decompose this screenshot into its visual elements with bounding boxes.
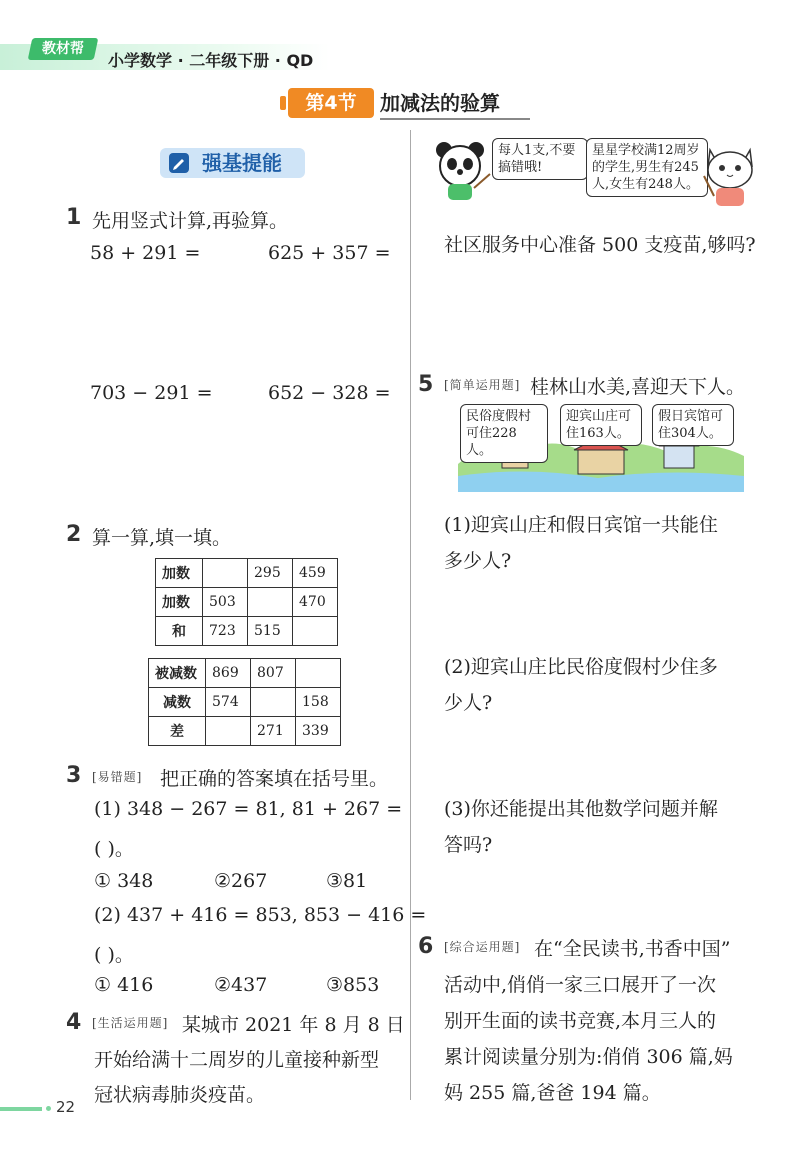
section-title: 加减法的验算 (380, 88, 530, 120)
page-number: 22 (56, 1098, 76, 1116)
question-number: 5 (418, 372, 434, 397)
question-text: 妈 255 篇,爸爸 194 篇。 (444, 1082, 661, 1104)
question-text: 桂林山水美,喜迎天下人。 (530, 376, 746, 398)
question-number: 3 (66, 763, 82, 788)
question-tag: [生活运用题] (92, 1016, 169, 1030)
question-text: 在“全民读书,书香中国” (534, 938, 731, 960)
sub-question: (2)迎宾山庄比民俗度假村少住多 (444, 656, 718, 678)
table-cell (251, 688, 296, 717)
option: ① 416 (94, 974, 154, 996)
table-cell: 减数 (149, 688, 206, 717)
question-tag: [易错题] (92, 770, 143, 784)
table-cell: 差 (149, 717, 206, 746)
sub-question: 少人? (444, 692, 493, 714)
cat-icon (700, 140, 762, 208)
book-tag: 教材帮 (28, 38, 99, 60)
book-title: 小学数学 · 二年级下册 · QD (108, 51, 314, 70)
option: ②437 (214, 974, 268, 996)
question-text: 开始给满十二周岁的儿童接种新型 (94, 1049, 380, 1071)
option: ① 348 (94, 870, 154, 892)
sub-question: 答吗? (444, 834, 493, 856)
option: ③81 (326, 870, 368, 892)
speech-bubble: 假日宾馆可住304人。 (652, 404, 734, 446)
question-number: 6 (418, 934, 434, 959)
question-text: 算一算,填一填。 (92, 527, 232, 549)
table-cell: 723 (203, 617, 248, 646)
speech-bubble: 星星学校满12周岁的学生,男生有245人,女生有248人。 (586, 138, 708, 197)
table-cell: 459 (293, 559, 338, 588)
addition-table (155, 558, 338, 646)
calc-item: 652 − 328 = (268, 382, 391, 404)
table-cell: 503 (203, 588, 248, 617)
option: ②267 (214, 870, 268, 892)
table-cell: 被减数 (149, 659, 206, 688)
question-text: 累计阅读量分别为:俏俏 306 篇,妈 (444, 1046, 733, 1068)
table-cell (296, 659, 341, 688)
question-tag: [综合运用题] (444, 940, 521, 954)
table-cell: 869 (206, 659, 251, 688)
question-tag: [简单运用题] (444, 378, 521, 392)
section-badge: 第4节 (288, 88, 374, 118)
table-cell: 271 (251, 717, 296, 746)
answer-blank: ( )。 (94, 944, 134, 966)
calc-item: 703 − 291 = (90, 382, 213, 404)
calc-item: 625 + 357 = (268, 242, 391, 264)
question-number: 1 (66, 205, 82, 230)
table-cell: 515 (248, 617, 293, 646)
question-number: 4 (66, 1010, 82, 1035)
column-divider (410, 130, 411, 1100)
subtraction-table (148, 658, 341, 746)
table-cell (206, 717, 251, 746)
strength-label: 强基提能 (160, 148, 305, 178)
sub-question: (2) 437 + 416 = 853, 853 − 416 = (94, 904, 427, 926)
table-cell: 470 (293, 588, 338, 617)
option: ③853 (326, 974, 380, 996)
table-cell: 加数 (156, 559, 203, 588)
pencil-icon (168, 152, 190, 174)
table-cell: 加数 (156, 588, 203, 617)
table-cell: 574 (206, 688, 251, 717)
question-text: 冠状病毒肺炎疫苗。 (94, 1084, 266, 1106)
table-cell: 807 (251, 659, 296, 688)
question-number: 2 (66, 522, 82, 547)
table-cell (203, 559, 248, 588)
question-text: 把正确的答案填在括号里。 (160, 768, 389, 790)
footer-bar (0, 1107, 42, 1111)
question-text: 某城市 2021 年 8 月 8 日 (182, 1014, 405, 1036)
panda-icon (432, 140, 492, 202)
table-cell (293, 617, 338, 646)
question-text: 活动中,俏俏一家三口展开了一次 (444, 974, 717, 996)
sub-question: (3)你还能提出其他数学问题并解 (444, 798, 718, 820)
sub-question: (1)迎宾山庄和假日宾馆一共能住 (444, 514, 718, 536)
speech-bubble: 迎宾山庄可住163人。 (560, 404, 642, 446)
table-cell (248, 588, 293, 617)
calc-item: 58 + 291 = (90, 242, 201, 264)
speech-bubble: 民俗度假村可住228人。 (460, 404, 548, 463)
table-cell: 339 (296, 717, 341, 746)
footer-dot (46, 1106, 51, 1111)
question-text: 先用竖式计算,再验算。 (92, 210, 289, 232)
table-cell: 295 (248, 559, 293, 588)
question-text: 别开生面的读书竞赛,本月三人的 (444, 1010, 717, 1032)
sub-question: (1) 348 − 267 = 81, 81 + 267 = (94, 798, 403, 820)
sub-question: 多少人? (444, 550, 512, 572)
table-cell: 和 (156, 617, 203, 646)
answer-blank: ( )。 (94, 838, 134, 860)
question-text: 社区服务中心准备 500 支疫苗,够吗? (444, 234, 756, 256)
table-cell: 158 (296, 688, 341, 717)
speech-bubble: 每人1支,不要搞错哦! (492, 138, 588, 180)
